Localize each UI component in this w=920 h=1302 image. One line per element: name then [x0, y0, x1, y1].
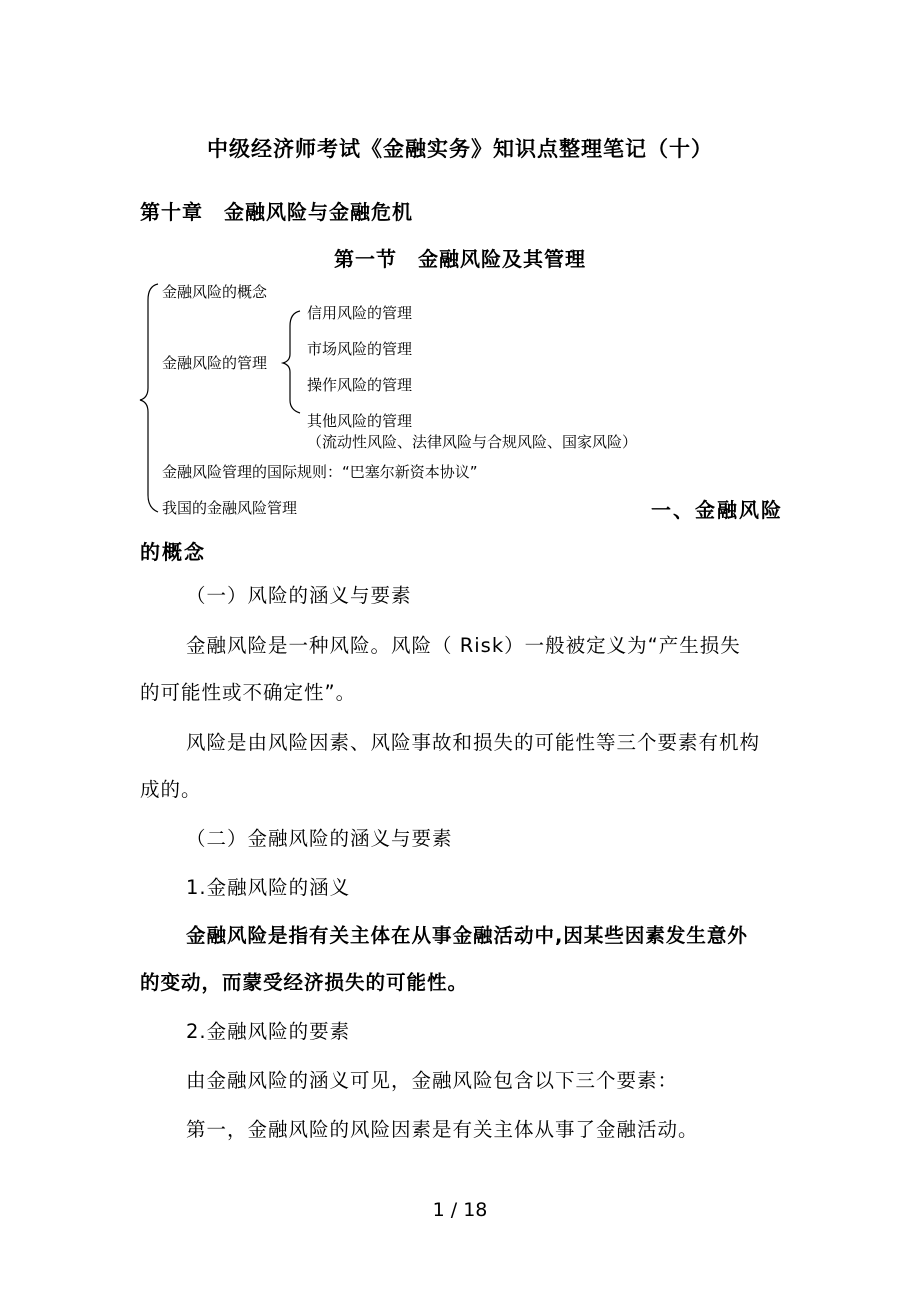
heading-1-part1: 一、金融风险 — [651, 498, 783, 522]
tree-item-china: 我国的金融风险管理 — [162, 499, 298, 517]
paragraph-1-line1: 金融风险是一种风险。风险（ Risk）一般被定义为“产生损失 — [186, 634, 741, 657]
outer-brace — [140, 284, 158, 512]
inner-brace — [283, 311, 300, 413]
tree-sub-item-market: 市场风险的管理 — [307, 340, 413, 358]
tree-item-intl-rules: 金融风险管理的国际规则：“巴塞尔新资本协议” — [162, 463, 478, 481]
item-2-heading: 2.金融风险的要素 — [186, 1020, 351, 1043]
definition-line2: 的变动，而蒙受经济损失的可能性。 — [140, 971, 469, 994]
subheading-risk: （一）风险的涵义与要素 — [186, 584, 412, 607]
section-heading: 第一节 金融风险及其管理 — [334, 247, 586, 271]
tree-sub-item-other: 其他风险的管理 — [307, 412, 413, 430]
item-1-heading: 1.金融风险的涵义 — [186, 876, 351, 899]
subheading-financial-risk: （二）金融风险的涵义与要素 — [186, 827, 453, 850]
tree-sub-item-credit: 信用风险的管理 — [307, 304, 413, 322]
paragraph-2-line2: 成的。 — [140, 778, 202, 801]
tree-sub-item-operational: 操作风险的管理 — [307, 376, 413, 394]
paragraph-3: 由金融风险的涵义可见，金融风险包含以下三个要素： — [186, 1069, 679, 1092]
chapter-heading: 第十章 金融风险与金融危机 — [140, 200, 413, 224]
page-title: 中级经济师考试《金融实务》知识点整理笔记（十） — [207, 137, 713, 161]
heading-1-part2: 的概念 — [140, 540, 206, 564]
paragraph-2-line1: 风险是由风险因素、风险事故和损失的可能性等三个要素有机构 — [186, 731, 761, 754]
tree-item-management: 金融风险的管理 — [162, 354, 268, 372]
tree-sub-item-other-note: （流动性风险、法律风险与合规风险、国家风险） — [307, 433, 638, 451]
tree-item-concept: 金融风险的概念 — [162, 283, 268, 301]
page-number: 1 / 18 — [432, 1199, 488, 1221]
paragraph-4: 第一，金融风险的风险因素是有关主体从事了金融活动。 — [186, 1118, 699, 1141]
definition-line1: 金融风险是指有关主体在从事金融活动中,因某些因素发生意外 — [186, 924, 748, 947]
paragraph-1-line2: 的可能性或不确定性”。 — [140, 681, 357, 704]
